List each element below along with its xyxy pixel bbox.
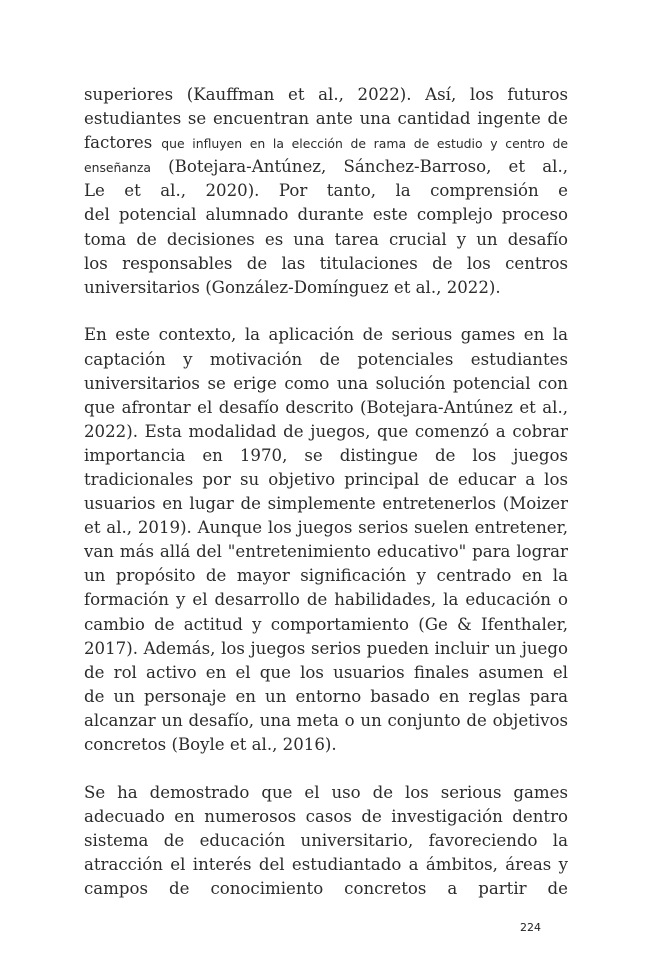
text-line: campos de conocimiento concretos a partir de bbox=[84, 879, 568, 899]
text-line: de un personaje en un entorno basado en reglas para bbox=[84, 686, 568, 706]
text-line: concretos (Boyle et al., 2016). bbox=[84, 735, 337, 755]
text-line: Le et al., 2020). Por tanto, la comprensión e bbox=[84, 181, 568, 201]
small-text-run: enseñanza bbox=[84, 160, 151, 176]
text-line: los responsables de las titulaciones de los centros bbox=[84, 253, 568, 273]
paragraph-2 bbox=[84, 323, 568, 757]
text-line: toma de decisiones es una tarea crucial y un desafío bbox=[84, 229, 568, 249]
text-line: 2022). Esta modalidad de juegos, que comenzó a cobrar bbox=[84, 421, 568, 441]
text-line: sistema de educación universitario, favoreciendo la bbox=[84, 830, 568, 850]
text-line: universitarios se erige como una solución potencial con bbox=[84, 373, 568, 393]
text-run: factores bbox=[84, 133, 162, 153]
text-line: Se ha demostrado que el uso de los serious games bbox=[84, 782, 568, 802]
text-line bbox=[84, 155, 568, 179]
text-run: (Botejara-Antúnez, Sánchez-Barroso, et al., bbox=[168, 157, 568, 177]
text-line: importancia en 1970, se distingue de los juegos bbox=[84, 445, 568, 465]
paragraph-3 bbox=[84, 781, 568, 901]
text-line: de rol activo en el que los usuarios finales asumen el bbox=[84, 662, 568, 682]
paragraph-spacer bbox=[84, 757, 568, 781]
page-number: 224 bbox=[520, 921, 541, 934]
text-line: del potencial alumnado durante este complejo proceso bbox=[84, 205, 568, 225]
body-text bbox=[84, 83, 568, 901]
text-line: alcanzar un desafío, una meta o un conjunto de objetivos bbox=[84, 710, 568, 730]
text-line: 2017). Además, los juegos serios pueden incluir un juego bbox=[84, 638, 568, 658]
text-line: captación y motivación de potenciales estudiantes bbox=[84, 349, 568, 369]
text-line: que afrontar el desafío descrito (Botejara-Antúnez et al., bbox=[84, 397, 568, 417]
text-line: un propósito de mayor significación y centrado en la bbox=[84, 566, 568, 586]
text-line: adecuado en numerosos casos de investigación dentro bbox=[84, 806, 568, 826]
text-line: estudiantes se encuentran ante una cantidad ingente de bbox=[84, 109, 568, 129]
small-text-run: que influyen en la elección de rama de estudio y centro de bbox=[161, 136, 568, 152]
text-line: tradicionales por su objetivo principal de educar a los bbox=[84, 470, 568, 489]
paragraph-1 bbox=[84, 83, 568, 300]
text-line: usuarios en lugar de simplemente entretenerlos (Moizer bbox=[84, 494, 568, 514]
text-line: formación y el desarrollo de habilidades, la educación o bbox=[84, 590, 568, 610]
text-line: universitarios (González-Domínguez et al., 2022). bbox=[84, 277, 501, 297]
text-line: et al., 2019). Aunque los juegos serios suelen entretener, bbox=[84, 518, 568, 538]
text-line bbox=[84, 131, 568, 155]
text-line: atracción el interés del estudiantado a ámbitos, áreas y bbox=[84, 855, 568, 874]
text-line: superiores (Kauffman et al., 2022). Así, los futuros bbox=[84, 85, 568, 104]
text-line: En este contexto, la aplicación de serious games en la bbox=[84, 325, 568, 345]
paragraph-spacer bbox=[84, 300, 568, 324]
text-line: cambio de actitud y comportamiento (Ge & Ifenthaler, bbox=[84, 614, 568, 634]
text-line: van más allá del "entretenimiento educativo" para lograr bbox=[84, 542, 568, 562]
